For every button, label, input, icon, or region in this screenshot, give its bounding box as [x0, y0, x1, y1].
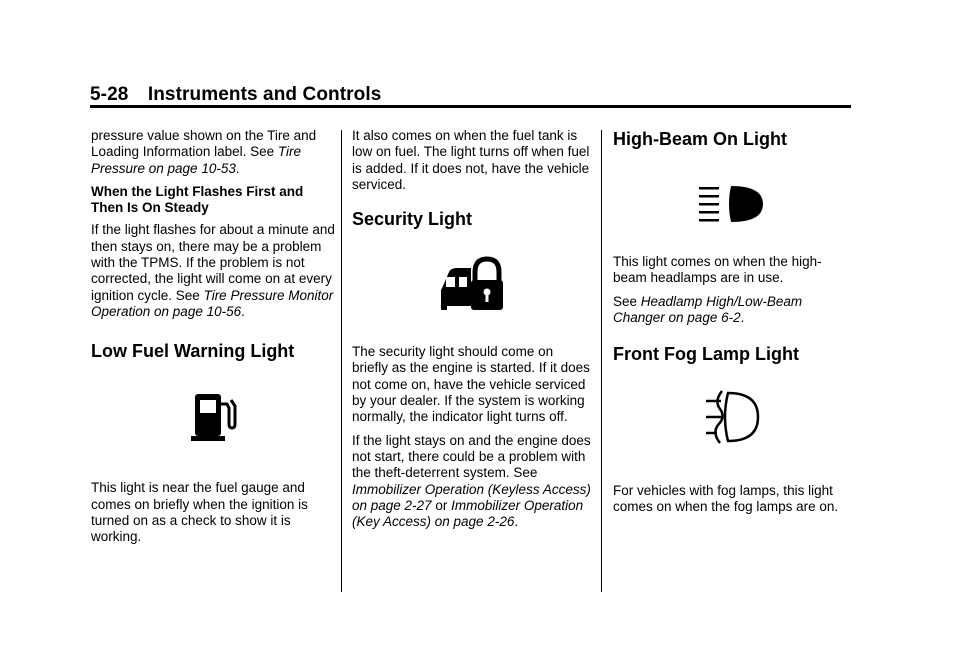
- low-fuel-continued-paragraph: It also comes on when the fuel tank is low on fuel. The light turns off when fuel is added. If it does not, have the vehicle serviced.: [352, 128, 590, 192]
- security-paragraph-2: If the light stays on and the engine does not start, there could be a problem with the theft-deterrent system. See Immobilizer Operation (Keyless Access) on page 2-27 or Immobilizer Operation (Key Access) on page 2-26.: [352, 432, 591, 530]
- column-divider-2: [601, 130, 602, 592]
- column-divider-1: [341, 130, 342, 592]
- fuel-pump-icon: [191, 392, 237, 442]
- headlamp-changer-link[interactable]: Headlamp High/Low-Beam Changer on page 6-2: [613, 293, 803, 325]
- security-lock-vehicle-icon: [439, 256, 505, 312]
- immobilizer-keyless-link[interactable]: Immobilizer Operation (Keyless Access) on page 2-27: [352, 481, 591, 513]
- column-3: [613, 128, 851, 523]
- column-2: [352, 128, 592, 537]
- flashes-paragraph: If the light flashes for about a minute and then stays on, there may be a problem with the TPMS. If the problem is not corrected, the light will come on at every ignition cycle. See Tire Pressure Monitor Operation on page 10-56.: [91, 222, 335, 319]
- tire-pressure-paragraph: pressure value shown on the Tire and Loading Information label. See Tire Pressure on page 10-53.: [91, 128, 317, 176]
- fog-lamp-heading: Front Fog Lamp Light: [613, 344, 799, 365]
- page-number: 5-28: [90, 84, 129, 105]
- high-beam-icon: [699, 184, 765, 224]
- flashes-subheading: When the Light Flashes First and Then Is On Steady: [91, 183, 304, 216]
- low-fuel-paragraph: This light is near the fuel gauge and comes on briefly when the ignition is turned on as a check to show it is working.: [91, 480, 308, 545]
- low-fuel-heading: Low Fuel Warning Light: [91, 341, 295, 362]
- immobilizer-key-link[interactable]: Immobilizer Operation (Key Access) on page 2-26: [352, 497, 584, 530]
- fog-lamp-paragraph: For vehicles with fog lamps, this light comes on when the fog lamps are on.: [613, 483, 839, 515]
- high-beam-heading: High-Beam On Light: [613, 129, 787, 149]
- column-1: [91, 128, 336, 552]
- page-header: [90, 84, 381, 106]
- high-beam-paragraph-2: See Headlamp High/Low-Beam Changer on page 6-2.: [613, 293, 803, 325]
- header-rule: [90, 105, 851, 108]
- section-title: Instruments and Controls: [147, 84, 382, 105]
- security-paragraph-1: The security light should come on briefly as the engine is started. If it does not come on, have the vehicle serviced by your dealer. If the system is working normally, the indicator light turns off.: [352, 344, 590, 425]
- tire-pressure-link[interactable]: Tire Pressure on page 10-53: [91, 144, 302, 176]
- high-beam-paragraph-1: This light comes on when the high-beam headlamps are in use.: [613, 254, 822, 286]
- tpms-operation-link[interactable]: Tire Pressure Monitor Operation on page 10-56: [91, 287, 334, 319]
- front-fog-lamp-icon: [702, 389, 762, 445]
- security-light-heading: Security Light: [352, 209, 473, 230]
